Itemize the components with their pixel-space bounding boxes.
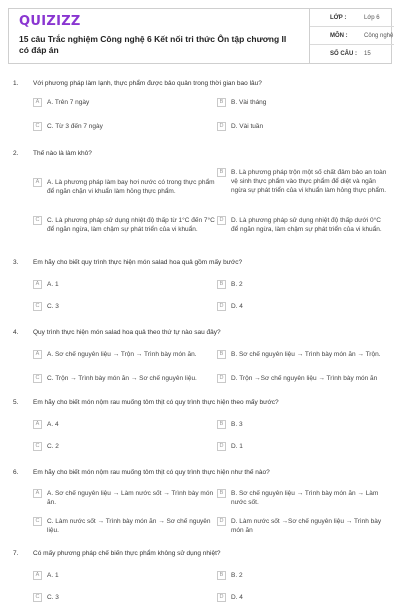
answer-option-d[interactable] — [217, 374, 395, 383]
option-letter-box: A — [33, 178, 42, 187]
meta-value: Lớp 6 — [364, 15, 380, 21]
answer-option-a[interactable] — [33, 98, 208, 107]
answer-option-c[interactable] — [33, 517, 215, 535]
option-letter-box: B — [217, 280, 226, 289]
option-text: B. Là phương pháp trộn một số chất đảm bảo an toàn vệ sinh thực phẩm vào thực phẩm để diệt và ngăn ngừa sự phát triển của vi khuẩn làm hỏng thực phẩm. — [231, 169, 387, 194]
question-number: 6. — [13, 469, 19, 476]
option-letter-box: B — [217, 168, 226, 177]
question-text: Em hãy cho biết món nộm rau muống tôm thịt có quy trình thực hiện theo mấy bước? — [33, 399, 279, 406]
option-text: D. 1 — [231, 443, 243, 450]
option-text: A. Sơ chế nguyên liệu → Làm nước sốt → Trình bày món ăn. — [47, 490, 214, 506]
option-text: A. 4 — [47, 421, 59, 428]
question-text: Với phương pháp làm lạnh, thực phẩm được bảo quản trong thời gian bao lâu? — [33, 80, 262, 87]
option-text: C. 3 — [47, 594, 59, 601]
answer-option-b[interactable] — [217, 168, 387, 195]
option-letter-box: C — [33, 216, 42, 225]
meta-key: LỚP : — [330, 15, 347, 21]
answer-option-a[interactable] — [33, 350, 215, 359]
question-number: 1. — [13, 80, 19, 87]
option-letter-box: D — [217, 374, 226, 383]
meta-key: MÔN : — [330, 33, 348, 39]
meta-row-grade — [310, 9, 394, 27]
answer-option-a[interactable] — [33, 420, 208, 429]
option-letter-box: D — [217, 442, 226, 451]
option-text: B. Vài tháng — [231, 99, 267, 106]
option-letter-box: C — [33, 374, 42, 383]
option-letter-box: D — [217, 122, 226, 131]
option-letter-box: C — [33, 122, 42, 131]
option-text: C. Làm nước sốt → Trình bày món ăn → Sơ chế nguyên liệu. — [47, 518, 211, 534]
meta-table — [309, 9, 394, 63]
option-letter-box: D — [217, 593, 226, 602]
question-text: Thế nào là làm khô? — [33, 150, 92, 157]
option-text: D. Vài tuần — [231, 123, 264, 130]
answer-option-c[interactable] — [33, 374, 215, 383]
option-letter-box: A — [33, 489, 42, 498]
answer-option-b[interactable] — [217, 98, 387, 107]
option-letter-box: D — [217, 216, 226, 225]
option-letter-box: B — [217, 489, 226, 498]
option-text: A. 1 — [47, 281, 59, 288]
option-text: B. Sơ chế nguyên liệu → Trình bày món ăn → Làm nước sốt. — [231, 490, 379, 506]
answer-option-c[interactable] — [33, 442, 208, 451]
question-text: Em hãy cho biết món nộm rau muống tôm thịt có quy trình thực hiện như thế nào? — [33, 469, 270, 476]
option-text: B. 2 — [231, 572, 243, 579]
option-letter-box: B — [217, 350, 226, 359]
question-number: 2. — [13, 150, 19, 157]
meta-value: Công nghệ — [364, 33, 394, 39]
option-text: C. Từ 3 đến 7 ngày — [47, 123, 103, 130]
option-text: A. Sơ chế nguyên liệu → Trộn → Trình bày món ăn. — [47, 351, 197, 358]
meta-key: SỐ CÂU : — [330, 51, 357, 57]
quizizz-logo: QUIZIZZ — [19, 14, 81, 29]
answer-option-b[interactable] — [217, 280, 387, 289]
option-letter-box: A — [33, 98, 42, 107]
answer-option-c[interactable] — [33, 593, 208, 602]
answer-option-c[interactable] — [33, 302, 208, 311]
question-number: 7. — [13, 550, 19, 557]
answer-option-c[interactable] — [33, 216, 215, 234]
meta-value: 15 — [364, 51, 371, 57]
answer-option-d[interactable] — [217, 216, 387, 234]
option-letter-box: D — [217, 517, 226, 526]
option-letter-box: D — [217, 302, 226, 311]
option-text: A. Là phương pháp làm bay hơi nước có trong thực phẩm để ngăn chặn vi khuẩn làm hỏng thực phẩm. — [47, 179, 215, 195]
meta-row-subject — [310, 27, 394, 45]
answer-option-c[interactable] — [33, 122, 208, 131]
answer-option-d[interactable] — [217, 122, 387, 131]
answer-option-b[interactable] — [217, 571, 387, 580]
option-text: B. 2 — [231, 281, 243, 288]
question-number: 5. — [13, 399, 19, 406]
option-text: B. 3 — [231, 421, 243, 428]
option-letter-box: A — [33, 571, 42, 580]
answer-option-a[interactable] — [33, 489, 215, 507]
answer-option-d[interactable] — [217, 442, 387, 451]
option-letter-box: C — [33, 517, 42, 526]
question-number: 4. — [13, 329, 19, 336]
document-title: 15 câu Trắc nghiệm Công nghệ 6 Kết nối tri thức Ôn tập chương II có đáp án — [19, 34, 287, 55]
answer-option-a[interactable] — [33, 571, 208, 580]
option-text: C. 3 — [47, 303, 59, 310]
option-text: D. Làm nước sốt →Sơ chế nguyên liệu → Trình bày món ăn — [231, 518, 382, 534]
option-text: B. Sơ chế nguyên liệu → Trình bày món ăn → Trộn. — [231, 351, 381, 358]
question-number: 3. — [13, 259, 19, 266]
option-text: C. Là phương pháp sử dụng nhiệt độ thấp từ 1°C đến 7°C để ngăn ngừa, làm chậm sự phát triển của vi khuẩn. — [47, 217, 215, 233]
question-text: Em hãy cho biết quy trình thực hiện món salad hoa quả gồm mấy bước? — [33, 259, 243, 266]
answer-option-a[interactable] — [33, 178, 215, 196]
option-letter-box: A — [33, 350, 42, 359]
option-text: C. Trộn → Trình bày món ăn → Sơ chế nguyên liệu. — [47, 375, 197, 382]
answer-option-a[interactable] — [33, 280, 208, 289]
option-letter-box: B — [217, 571, 226, 580]
answer-option-d[interactable] — [217, 593, 387, 602]
question-text: Quy trình thực hiện món salad hoa quả theo thứ tự nào sau đây? — [33, 329, 221, 336]
option-letter-box: C — [33, 442, 42, 451]
option-letter-box: A — [33, 280, 42, 289]
option-text: D. Trộn →Sơ chế nguyên liệu → Trình bày món ăn — [231, 375, 378, 382]
option-letter-box: C — [33, 593, 42, 602]
option-letter-box: B — [217, 420, 226, 429]
answer-option-b[interactable] — [217, 489, 387, 507]
question-text: Có mấy phương pháp chế biến thực phẩm không sử dụng nhiệt? — [33, 550, 221, 557]
option-text: D. 4 — [231, 303, 243, 310]
document-header — [8, 8, 392, 64]
option-letter-box: B — [217, 98, 226, 107]
option-text: A. Trên 7 ngày — [47, 99, 90, 106]
answer-option-d[interactable] — [217, 302, 387, 311]
option-letter-box: A — [33, 420, 42, 429]
answer-option-b[interactable] — [217, 420, 387, 429]
option-letter-box: C — [33, 302, 42, 311]
meta-row-count — [310, 45, 394, 63]
option-text: D. Là phương pháp sử dụng nhiệt độ thấp dưới 0°C để ngăn ngừa, làm chậm sự phát triển của vi khuẩn. — [231, 217, 382, 233]
option-text: D. 4 — [231, 594, 243, 601]
option-text: C. 2 — [47, 443, 59, 450]
answer-option-b[interactable] — [217, 350, 395, 359]
option-text: A. 1 — [47, 572, 59, 579]
answer-option-d[interactable] — [217, 517, 387, 535]
